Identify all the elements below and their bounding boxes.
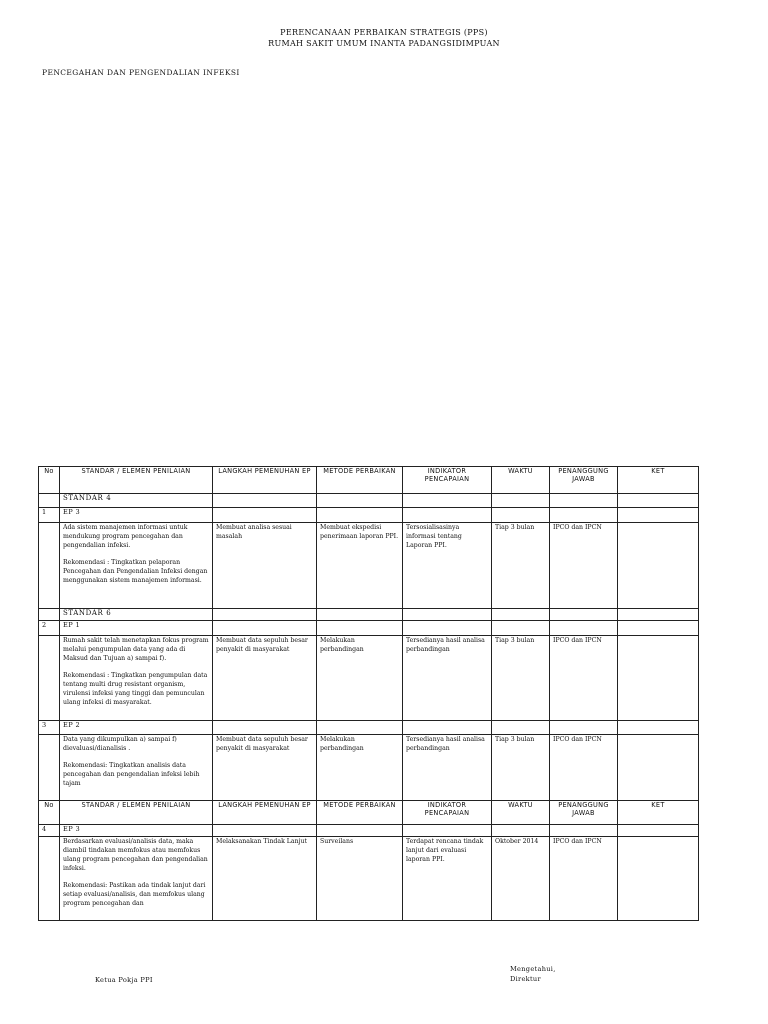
table-row [39,837,699,921]
document-title [0,27,768,49]
ket-cell [618,837,699,921]
ep-label: EP 1 [60,621,213,636]
indikator-cell: Tersedianya hasil analisa perbandingan [403,636,492,721]
table-row [39,636,699,721]
signature-acknowledged: Mengetahui, [510,965,556,973]
langkah-cell: Melaksanakan Tindak Lanjut [213,837,317,921]
element-description [60,735,213,801]
pps-table [38,466,699,921]
waktu-cell: Tiap 3 bulan [492,636,550,721]
element-text: Ada sistem manajemen informasi untuk mendukung program pencegahan dan pengendalian infeksi. [63,524,188,549]
col-metode-header: METODE PERBAIKAN [317,467,403,494]
row-number: 3 [39,721,60,735]
col-standar-header: STANDAR / ELEMEN PENILAIAN [60,801,213,825]
table-row [39,523,699,609]
metode-cell: Melakukan perbandingan [317,735,403,801]
col-ket-header: KET [618,801,699,825]
col-indikator-header: INDIKATOR PENCAPAIAN [403,467,492,494]
pj-cell: IPCO dan IPCN [550,735,618,801]
signature-director: Direktur [510,975,541,983]
col-indikator-header: INDIKATOR PENCAPAIAN [403,801,492,825]
recommendation-text: Rekomendasi: Tingkatkan analisis data pencegahan dan pengendalian infeksi lebih tajam [63,762,200,787]
element-text: Rumah sakit telah menetapkan fokus program melalui pengumpulan data yang ada di Maksud dan Tujuan a) sampai f). [63,637,209,662]
element-description [60,523,213,609]
langkah-cell: Membuat analisa sesuai masalah [213,523,317,609]
col-waktu-header: WAKTU [492,801,550,825]
col-ket-header: KET [618,467,699,494]
col-waktu-header: WAKTU [492,467,550,494]
col-no-header: No [39,801,60,825]
pj-cell: IPCO dan IPCN [550,837,618,921]
section-heading: PENCEGAHAN DAN PENGENDALIAN INFEKSI [42,68,240,77]
title-line-1: PERENCANAAN PERBAIKAN STRATEGIS (PPS) [280,28,488,37]
waktu-cell: Tiap 3 bulan [492,735,550,801]
element-description [60,636,213,721]
ket-cell [618,636,699,721]
title-line-2: RUMAH SAKIT UMUM INANTA PADANGSIDIMPUAN [268,39,500,48]
langkah-cell: Membuat data sepuluh besar penyakit di masyarakat [213,735,317,801]
indikator-cell: Tersedianya hasil analisa perbandingan [403,735,492,801]
ep-label: EP 2 [60,721,213,735]
waktu-cell: Tiap 3 bulan [492,523,550,609]
ep-row [39,825,699,837]
col-standar-header: STANDAR / ELEMEN PENILAIAN [60,467,213,494]
row-number: 2 [39,621,60,636]
element-text: Data yang dikumpulkan a) sampai f) dievaluasi/dianalisis . [63,736,177,752]
table-row [39,735,699,801]
element-text: Berdasarkan evaluasi/analisis data, maka diambil tindakan memfokus atau memfokus ulang program pencegahan dan pengendalian infeksi. [63,838,208,872]
col-no-header: No [39,467,60,494]
recommendation-text: Rekomendasi : Tingkatkan pengumpulan data tentang multi drug resistant organism, virulensi infeksi yang tinggi dan pemunculan ulang infeksi di masyarakat. [63,672,208,706]
recommendation-text: Rekomendasi : Tingkatkan pelaporan Pencegahan dan Pengendalian Infeksi dengan menggunakan sistem manajemen informasi. [63,559,208,584]
table-header-row [39,801,699,825]
waktu-cell: Oktober 2014 [492,837,550,921]
col-langkah-header: LANGKAH PEMENUHAN EP [213,467,317,494]
ket-cell [618,735,699,801]
metode-cell: Melakukan perbandingan [317,636,403,721]
standar-row [39,609,699,621]
element-description [60,837,213,921]
indikator-cell: Tersosialisasinya informasi tentang Laporan PPI. [403,523,492,609]
recommendation-text: Rekomendasi: Pastikan ada tindak lanjut dari setiap evaluasi/analisis, dan memfokus ulang program pencegahan dan [63,882,206,907]
row-number: 4 [39,825,60,837]
ep-row [39,621,699,636]
ep-row [39,721,699,735]
standar-row [39,494,699,508]
pj-cell: IPCO dan IPCN [550,523,618,609]
ep-label: EP 3 [60,508,213,523]
ep-row [39,508,699,523]
col-penanggung-header: PENANGGUNG JAWAB [550,467,618,494]
metode-cell: Surveilans [317,837,403,921]
signature-right [510,964,556,984]
signature-left: Ketua Pokja PPI [95,976,153,984]
standar-label: STANDAR 6 [60,609,213,621]
ep-label: EP 3 [60,825,213,837]
col-penanggung-header: PENANGGUNG JAWAB [550,801,618,825]
langkah-cell: Membuat data sepuluh besar penyakit di masyarakat [213,636,317,721]
indikator-cell: Terdapat rencana tindak lanjut dari evaluasi laporan PPI. [403,837,492,921]
row-number: 1 [39,508,60,523]
metode-cell: Membuat ekspedisi penerimaan laporan PPI. [317,523,403,609]
ket-cell [618,523,699,609]
pj-cell: IPCO dan IPCN [550,636,618,721]
table-header-row [39,467,699,494]
col-metode-header: METODE PERBAIKAN [317,801,403,825]
col-langkah-header: LANGKAH PEMENUHAN EP [213,801,317,825]
standar-label: STANDAR 4 [60,494,213,508]
